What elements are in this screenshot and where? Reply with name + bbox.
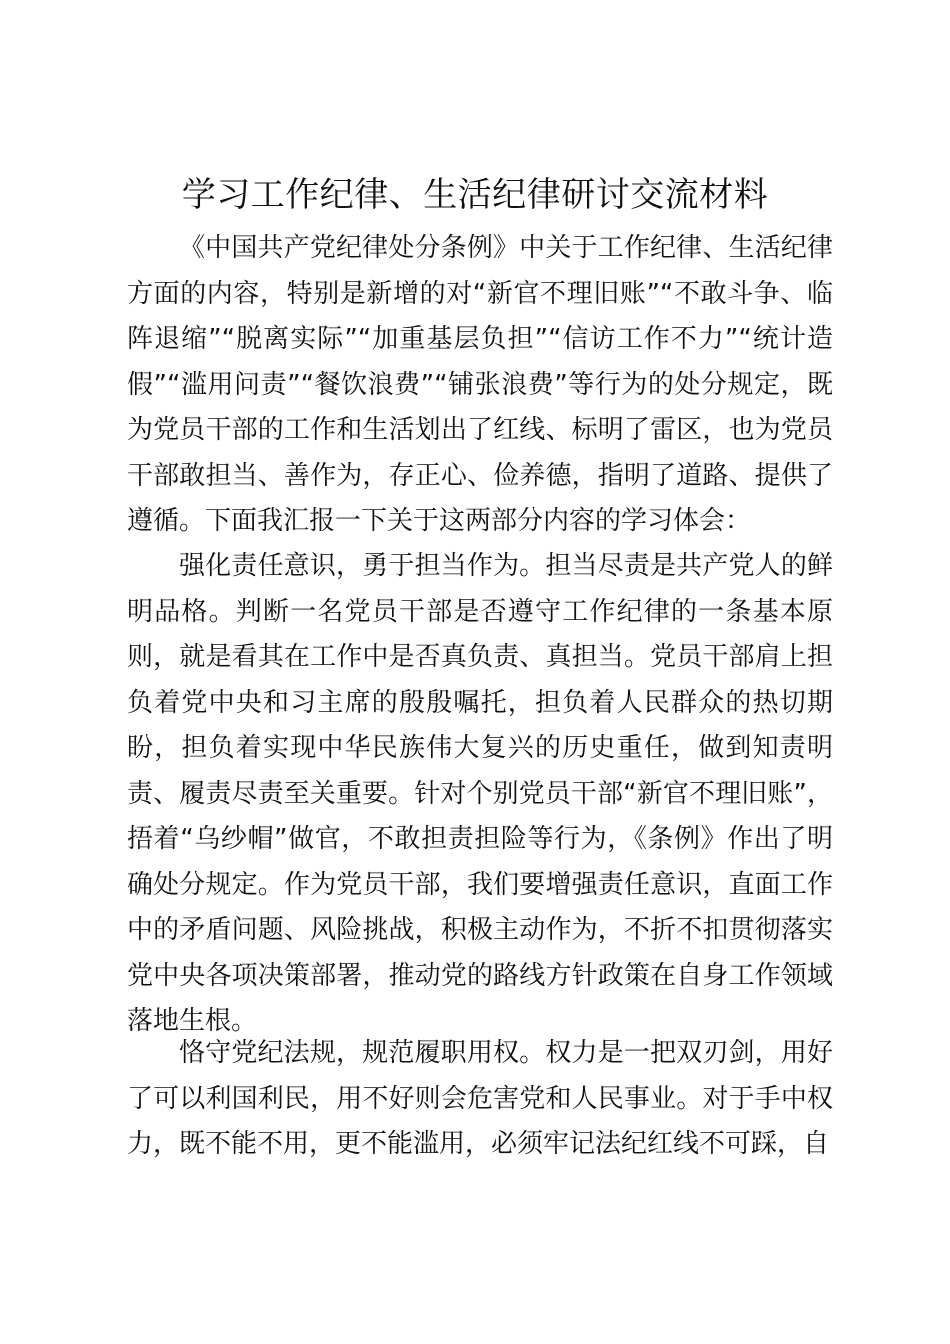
document-title: 学习工作纪律、生活纪律研讨交流材料 — [181, 175, 769, 215]
paragraph-responsibility: 强化责任意识，勇于担当作为。担当尽责是共产党人的鲜明品格。判断一名党员干部是否遵守工作纪律的一条基本原则，就是看其在工作中是否真负责、真担当。党员干部肩上担负着党中央和习主席的殷殷嘱托，担负着人民群众的热切期盼，担负着实现中华民族伟大复兴的历史重任，做到知责明责、履责尽责至关重要。针对个别党员干部“新官不理旧账”，捂着“乌纱帽”做官，不敢担责担险等行为，《条例》作出了明确处分规定。作为党员干部，我们要增强责任意识，直面工作中的矛盾问题、风险挑战，积极主动作为，不折不扣贯彻落实党中央各项决策部署，推动党的路线方针政策在自身工作领域落地生根。 — [127, 551, 833, 1036]
paragraph-discipline: 恪守党纪法规，规范履职用权。权力是一把双刃剑，用好了可以利国利民，用不好则会危害党和人民事业。对于手中权力，既不能不用，更不能滥用，必须牢记法纪红线不可踩，自 — [127, 1038, 833, 1159]
paragraph-intro: 《中国共产党纪律处分条例》中关于工作纪律、生活纪律方面的内容，特别是新增的对“新官不理旧账”“不敢斗争、临阵退缩”“脱离实际”“加重基层负担”“信访工作不力”“统计造假”“滥用问责”“餐饮浪费”“铺张浪费”等行为的处分规定，既为党员干部的工作和生活划出了红线、标明了雷区，也为党员干部敢担当、善作为，存正心、俭养德，指明了道路、提供了遵循。下面我汇报一下关于这两部分内容的学习体会： — [127, 233, 833, 536]
